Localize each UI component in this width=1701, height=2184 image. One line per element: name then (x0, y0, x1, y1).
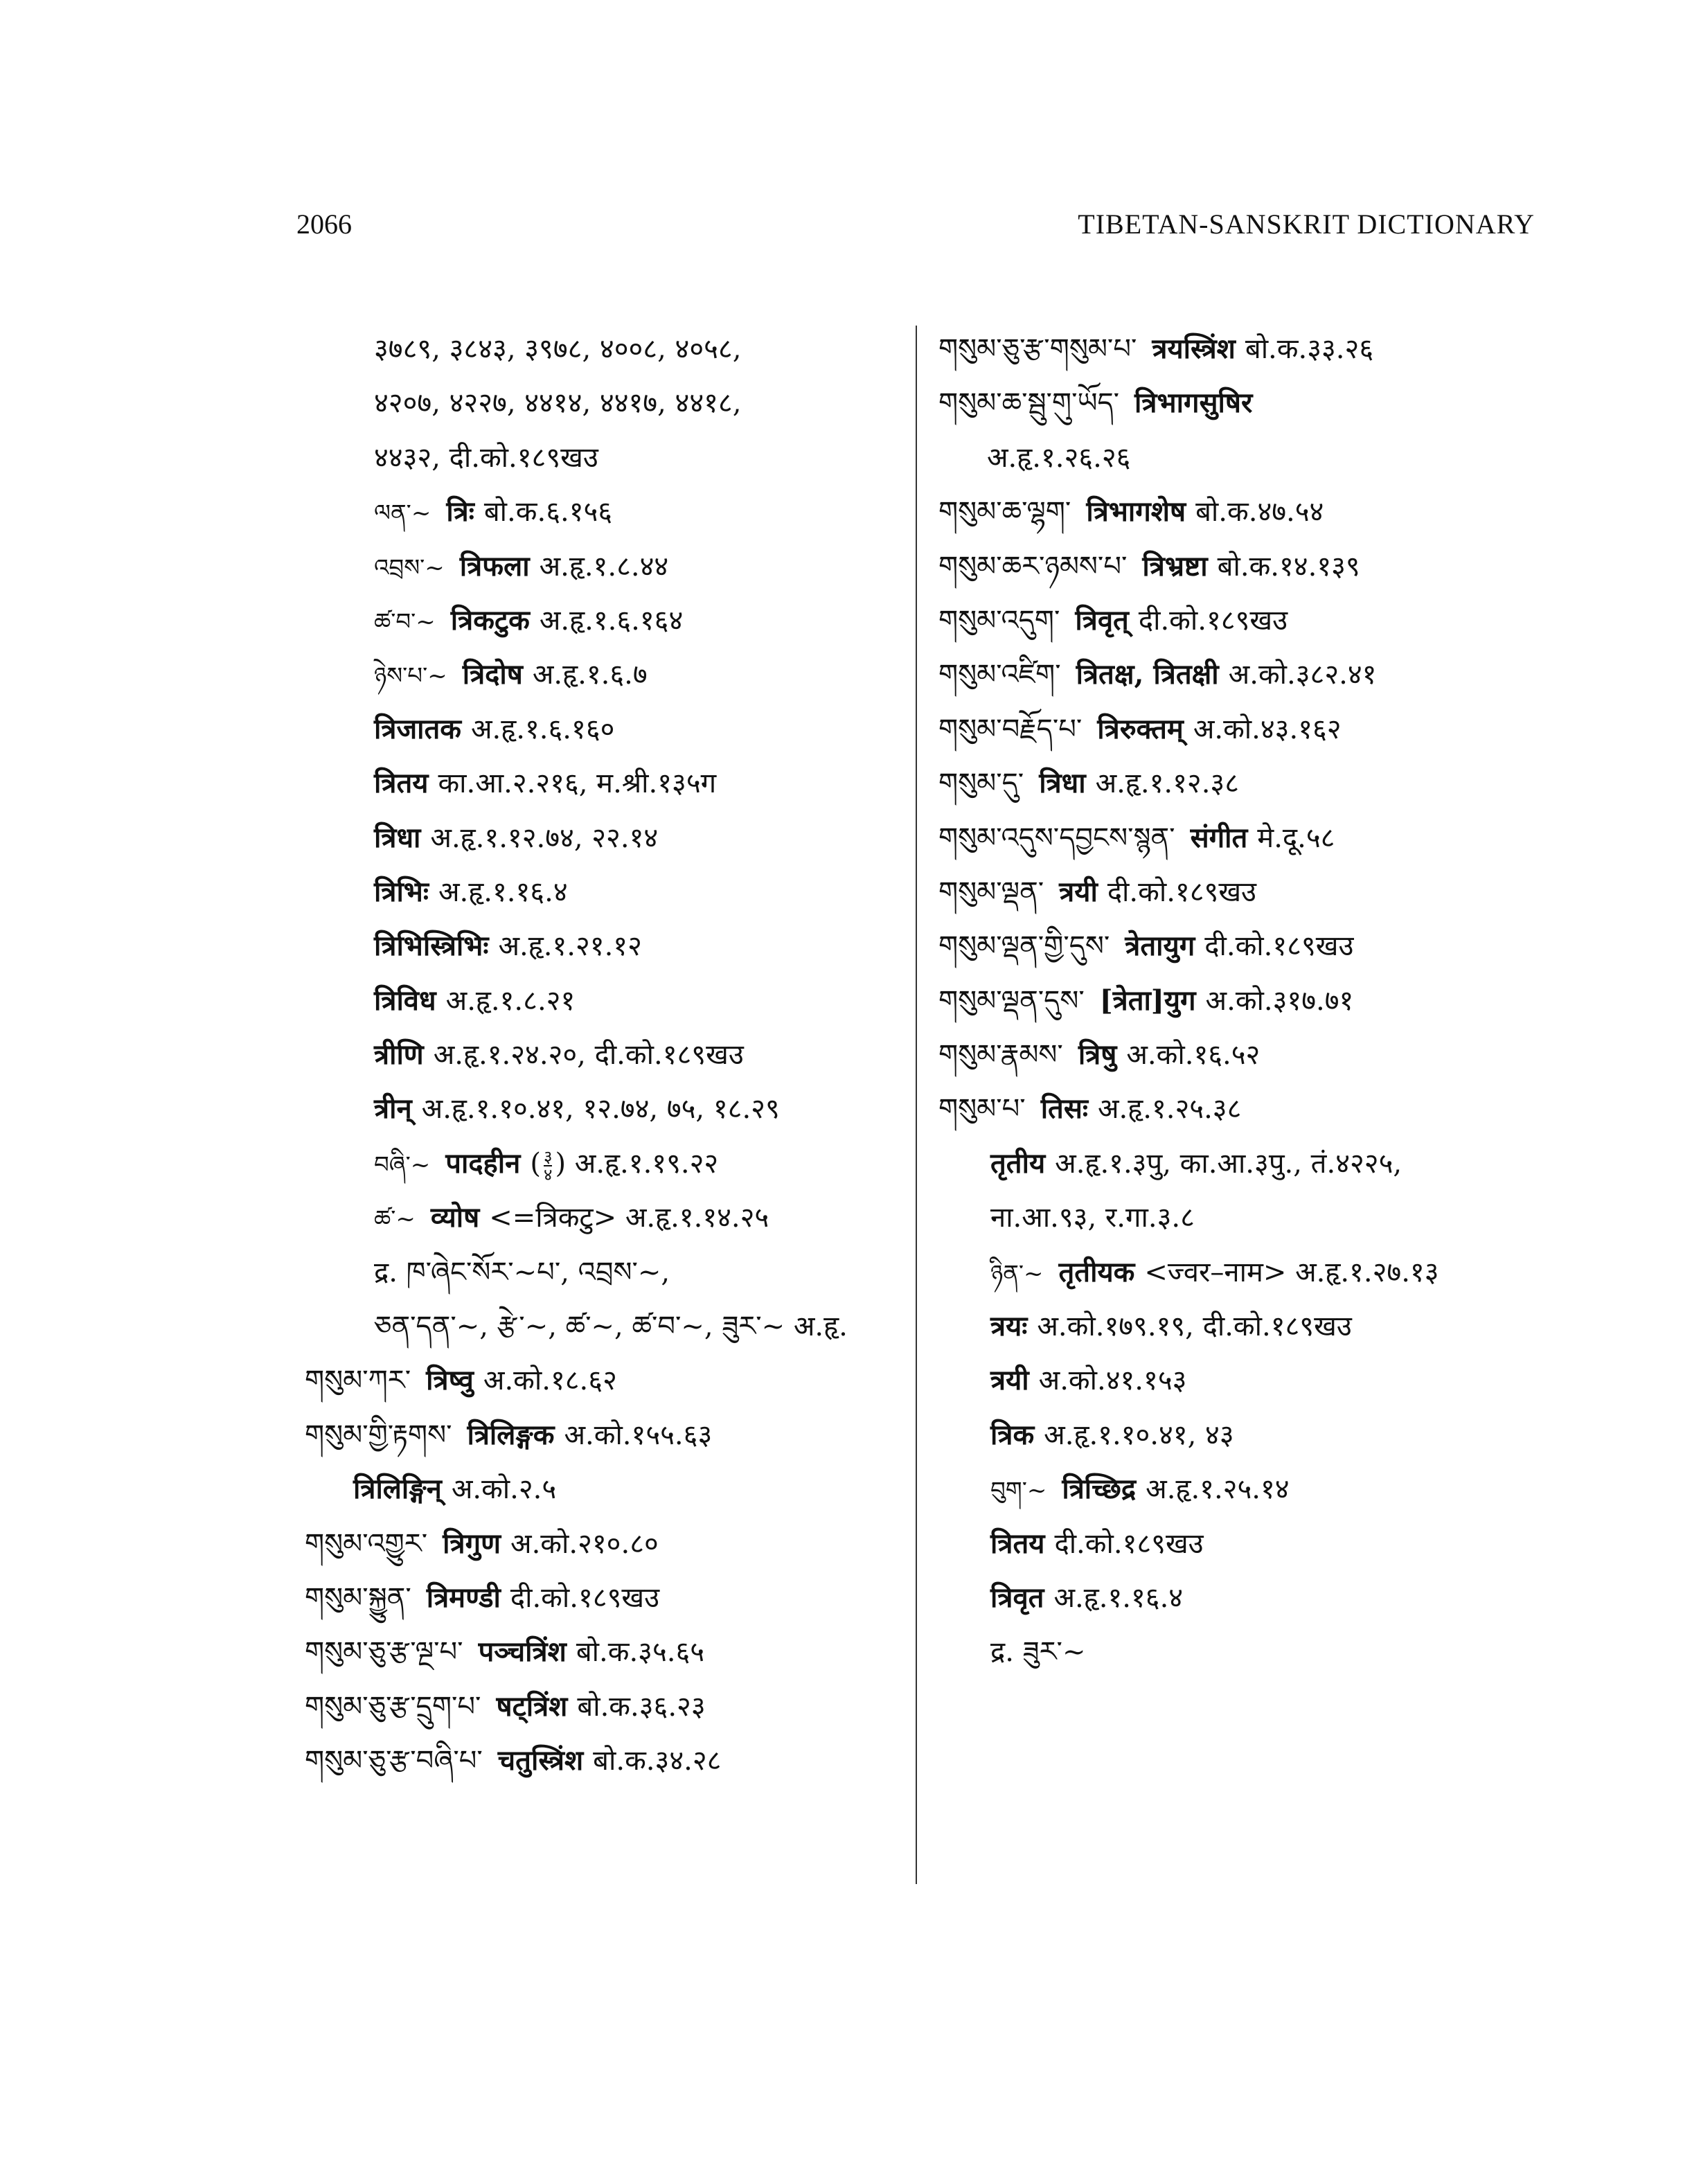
entry-line (938, 540, 1548, 594)
sanskrit-term: त्रिभिस्त्रिभिः (374, 930, 489, 963)
entry-line (305, 1028, 893, 1082)
sanskrit-term: त्रयस्त्रिंश (1152, 332, 1236, 365)
reference: बो.क.३३.२६ (1245, 333, 1374, 365)
tibetan-term: གསུམ་འཛིག་ (938, 659, 1061, 691)
sanskrit-term: त्रितय (990, 1527, 1045, 1560)
sanskrit-term: षट्त्रिंश (496, 1689, 568, 1723)
cross-reference: द्र. ཟུར་~ (990, 1636, 1086, 1669)
entry-line (938, 1299, 1548, 1353)
tibetan-term: གསུམ་གྱི་རྟགས་ (305, 1419, 452, 1451)
reference: बो.क.४७.५४ (1195, 496, 1324, 529)
reference: अ.हृ.१.६.७ (532, 659, 648, 691)
cross-reference: ཅན་དན་~, རྩེ་~, ཚ་~, ཚ་བ་~, ཟུར་~ अ.हृ. (374, 1311, 848, 1343)
tibetan-term: བཞི་~ (374, 1151, 431, 1179)
tibetan-term: གསུམ་ཆར་ཉམས་པ་ (938, 550, 1128, 583)
tibetan-term: གསུམ་འདུས་དབྱངས་སྙན་ (938, 822, 1175, 854)
tibetan-term: གསུམ་པ་ (938, 1093, 1026, 1126)
reference: अ.हृ.१.८.४४ (539, 550, 669, 583)
left-column (305, 322, 893, 1788)
reference: अ.हृ.१.१६.४ (438, 876, 568, 908)
tibetan-term: གསུམ་སྐྱུན་ (305, 1581, 411, 1614)
column-divider (916, 326, 917, 1884)
entry-line (305, 648, 893, 702)
reference: दी.को.१८९खउ (1107, 876, 1256, 908)
sanskrit-term: त्रिमण्डी (426, 1581, 501, 1614)
entry-line (938, 1028, 1548, 1082)
sanskrit-term: त्रितक्ष, त्रितक्षी (1076, 658, 1219, 691)
sanskrit-term: त्रिभ्रष्टा (1142, 549, 1208, 583)
reference: अ.हृ.१.१६.४ (1053, 1581, 1184, 1614)
reference: दी.को.१८९खउ (1054, 1527, 1204, 1560)
tibetan-term: གསུམ་བརྗོད་པ་ (938, 713, 1083, 745)
right-column (938, 322, 1548, 1680)
tibetan-term: བུག་~ (990, 1477, 1047, 1505)
tibetan-term: གསུམ་ཆ་སྦུ་གུ་ཡོད་ (938, 387, 1120, 420)
tibetan-term: གསུམ་རྣམས་ (938, 1039, 1063, 1072)
reference: अ.को.२१०.८० (510, 1527, 659, 1560)
entry-line (305, 1137, 893, 1191)
entry-line (305, 974, 893, 1028)
tibetan-term: གསུམ་ལྡན་ (938, 876, 1044, 908)
reference: अ.को.४३.१६२ (1193, 713, 1342, 745)
entry-line (938, 648, 1548, 702)
reference: ना.आ.९३, र.गा.३.८ (990, 1202, 1195, 1234)
sanskrit-term: त्रयी (1059, 875, 1098, 908)
reference: अ.हृ.१.१२.३८ (1095, 767, 1240, 800)
reference: अ.हृ.१.८.२१ (445, 984, 576, 1017)
tibetan-term: གསུམ་དུ་ (938, 767, 1024, 800)
entry-line (305, 1191, 893, 1245)
entry-line: ४२०७, ४२२७, ४४१४, ४४१७, ४४१८, (374, 387, 742, 420)
entry-line (938, 1082, 1548, 1136)
sanskrit-term: तृतीय (990, 1146, 1046, 1180)
entry-line (938, 1462, 1548, 1516)
tibetan-term: གསུམ་ལྡན་དུས་ (938, 984, 1085, 1017)
entry-line (938, 1408, 1548, 1462)
tibetan-term: གསུམ་ཅུ་རྩ་དྲུག་པ་ (305, 1690, 481, 1723)
reference: अ.हृ.१.२१.१२ (498, 930, 642, 963)
entry-line (305, 1082, 893, 1136)
reference: अ.हृ.१.२५.१४ (1146, 1473, 1290, 1506)
entry-line (938, 919, 1548, 973)
sanskrit-term: तृतीयक (1058, 1255, 1135, 1288)
reference: अ.हृ.१.२६.२६ (987, 441, 1131, 474)
entry-line (305, 1408, 893, 1462)
entry-line (938, 376, 1548, 430)
tibetan-term: གསུམ་ཀར་ (305, 1365, 411, 1397)
reference: बो.क.३५.६५ (576, 1636, 705, 1669)
entry-line (938, 811, 1548, 865)
sanskrit-term: त्रिविध (374, 984, 436, 1017)
sanskrit-term: पञ्चत्रिंश (478, 1635, 567, 1669)
entry-line (305, 1462, 893, 1516)
sanskrit-term: संगीत (1190, 821, 1248, 854)
sanskrit-term: त्रिलिङ्गिन् (353, 1473, 442, 1506)
tibetan-term: ཚ་བ་~ (374, 607, 436, 636)
reference: अ.को.१५५.६३ (564, 1419, 713, 1451)
sanskrit-term: त्रिदोष (462, 658, 523, 691)
sanskrit-term: त्रिधा (374, 821, 421, 854)
tibetan-term: ལན་~ (374, 499, 431, 528)
entry-line (938, 1353, 1548, 1408)
reference: बो.क.६.१५६ (483, 496, 613, 529)
sanskrit-term: त्रिच्छिद्र (1062, 1473, 1137, 1506)
sanskrit-term: त्रिभागशेष (1086, 495, 1186, 529)
sanskrit-term: त्रीन् (374, 1092, 412, 1126)
sanskrit-term: त्रिभिः (374, 875, 429, 908)
entry-line (938, 594, 1548, 648)
sanskrit-term: तिसः (1040, 1092, 1088, 1126)
entry-line (305, 811, 893, 865)
entry-line (305, 1517, 893, 1571)
page-number: 2066 (296, 208, 352, 240)
entry-line (938, 1137, 1548, 1191)
entry-line (305, 702, 893, 756)
sanskrit-term: त्रिफला (459, 549, 530, 583)
tibetan-term: གསུམ་ཅུ་རྩ་ལྔ་པ་ (305, 1636, 463, 1669)
tibetan-term: ཉིན་~ (990, 1259, 1044, 1288)
fraction-numerator: ३ (543, 1146, 553, 1166)
entry-line (305, 540, 893, 594)
running-title: TIBETAN-SANSKRIT DICTIONARY (1078, 208, 1535, 240)
sanskrit-term: त्रिलिङ्गक (467, 1418, 555, 1451)
reference: अ.हृ.१.३पु, का.आ.३पु., तं.४२२५, (1055, 1147, 1402, 1180)
reference: अ.हृ.१.२७.१३ (1295, 1256, 1439, 1288)
note: <=त्रिकटु> (489, 1202, 617, 1234)
reference: अ.हृ.१.६.१६४ (539, 604, 684, 637)
reference: बो.क.१४.१३९ (1217, 550, 1360, 583)
entry-line (305, 594, 893, 648)
entry-line (305, 756, 893, 810)
reference: दी.को.१८९खउ (1204, 930, 1354, 963)
entry-line (938, 756, 1548, 810)
sanskrit-term: त्रिक (990, 1418, 1035, 1451)
sanskrit-term: त्रिषु (1078, 1038, 1117, 1072)
entry-line (305, 919, 893, 973)
reference: दी.को.१८९खउ (510, 1581, 660, 1614)
tibetan-term: ཚ་~ (374, 1205, 416, 1234)
sanskrit-term: त्रयी (990, 1364, 1029, 1397)
entry-line (938, 974, 1548, 1028)
reference: अ.को.१८.६२ (483, 1365, 617, 1397)
sanskrit-term: त्रिरुक्तम् (1097, 712, 1184, 745)
sanskrit-term: त्रिजातक (374, 712, 461, 745)
cross-reference: द्र. ཁ་ཞེང་སོར་~པ་, འབྲས་~, (374, 1256, 670, 1288)
sanskrit-term: व्योष (430, 1201, 480, 1234)
reference: दी.को.१८९खउ (1138, 604, 1288, 637)
tibetan-term: ཉེས་པ་~ (374, 662, 447, 691)
entry-line (305, 485, 893, 539)
sanskrit-term: चतुस्त्रिंश (497, 1744, 584, 1777)
sanskrit-term: [त्रेता]युग (1099, 984, 1196, 1017)
reference: अ.हृ.१.२४.२०, दी.को.१८९खउ (433, 1039, 744, 1072)
entry-line (938, 485, 1548, 539)
entry-line (938, 1571, 1548, 1625)
entry-line (938, 702, 1548, 756)
reference: अ.को.१६.५२ (1126, 1039, 1261, 1072)
reference: अ.हृ.१.१९.२२ (574, 1147, 719, 1180)
reference: अ.को.३१७.७१ (1205, 984, 1354, 1017)
sanskrit-term: त्रिकटुक (450, 603, 530, 637)
tibetan-term: འབྲས་~ (374, 553, 445, 582)
entry-line (305, 1571, 893, 1625)
entry-line (305, 1734, 893, 1788)
reference: अ.को.४१.१५३ (1038, 1365, 1187, 1397)
reference: अ.हृ.१.१४.२५ (625, 1202, 769, 1234)
entry-line (938, 1245, 1548, 1299)
entry-line (305, 1353, 893, 1408)
entry-line (305, 865, 893, 919)
note: <ज्वर–नाम> (1144, 1256, 1287, 1288)
sanskrit-term: त्रयः (990, 1310, 1028, 1343)
entry-line (938, 322, 1548, 376)
entry-line (938, 865, 1548, 919)
reference: बो.क.३४.२८ (593, 1745, 722, 1777)
reference: अ.हृ.१.१०.४१, ४३ (1044, 1419, 1234, 1451)
tibetan-term: གསུམ་འདུག་ (938, 604, 1060, 637)
tibetan-term: གསུམ་ཆ་ལྷག་ (938, 496, 1071, 529)
reference: अ.हृ.१.२५.३८ (1097, 1093, 1242, 1126)
sanskrit-term: त्रिवृत (990, 1581, 1044, 1614)
reference: का.आ.२.२१६, म.श्री.१३५ग (438, 767, 717, 800)
entry-line: ४४३२, दी.को.१८९खउ (374, 441, 598, 474)
sanskrit-term: त्रिधा (1039, 767, 1086, 800)
sanskrit-term: त्रिः (446, 495, 474, 529)
reference: अ.हृ.१.१२.७४, २२.१४ (430, 822, 659, 854)
tibetan-term: གསུམ་ཅུ་རྩ་བཞི་པ་ (305, 1745, 483, 1777)
sanskrit-term: त्रिष्वु (426, 1364, 474, 1397)
entry-line: ३७८९, ३८४३, ३९७८, ४००८, ४०५८, (374, 333, 742, 365)
reference: अ.को.३८२.४१ (1228, 659, 1377, 691)
reference: मे.दू.५८ (1257, 822, 1335, 854)
reference: बो.क.३६.२३ (577, 1690, 706, 1723)
sanskrit-term: त्रिभागसुषिर (1134, 387, 1253, 420)
tibetan-term: གསུམ་ལྡན་གྱི་དུས་ (938, 930, 1110, 963)
reference: अ.हृ.१.१०.४१, १२.७४, ७५, १८.२९ (421, 1093, 780, 1126)
reference: अ.को.२.५ (451, 1473, 557, 1506)
fraction: ( $\frac{३}{४}$ ) (530, 1146, 567, 1184)
sanskrit-term: त्रीणि (374, 1038, 424, 1072)
tibetan-term: གསུམ་ཅུ་རྩ་གསུམ་པ་ (938, 333, 1137, 365)
fraction-denominator: ४ (543, 1164, 553, 1184)
sanskrit-term: पादहीन (445, 1146, 521, 1180)
sanskrit-term: त्रेतायुग (1125, 930, 1195, 963)
reference: अ.हृ.१.६.१६० (471, 713, 615, 745)
sanskrit-term: त्रिगुण (443, 1527, 501, 1560)
sanskrit-term: त्रितय (374, 767, 429, 800)
tibetan-term: གསུམ་འགྱུར་ (305, 1527, 428, 1560)
reference: अ.को.१७९.१९, दी.को.१८९खउ (1037, 1311, 1352, 1343)
sanskrit-term: त्रिवृत् (1075, 603, 1129, 637)
entry-line (305, 1625, 893, 1679)
entry-line (305, 1680, 893, 1734)
entry-line (938, 1517, 1548, 1571)
